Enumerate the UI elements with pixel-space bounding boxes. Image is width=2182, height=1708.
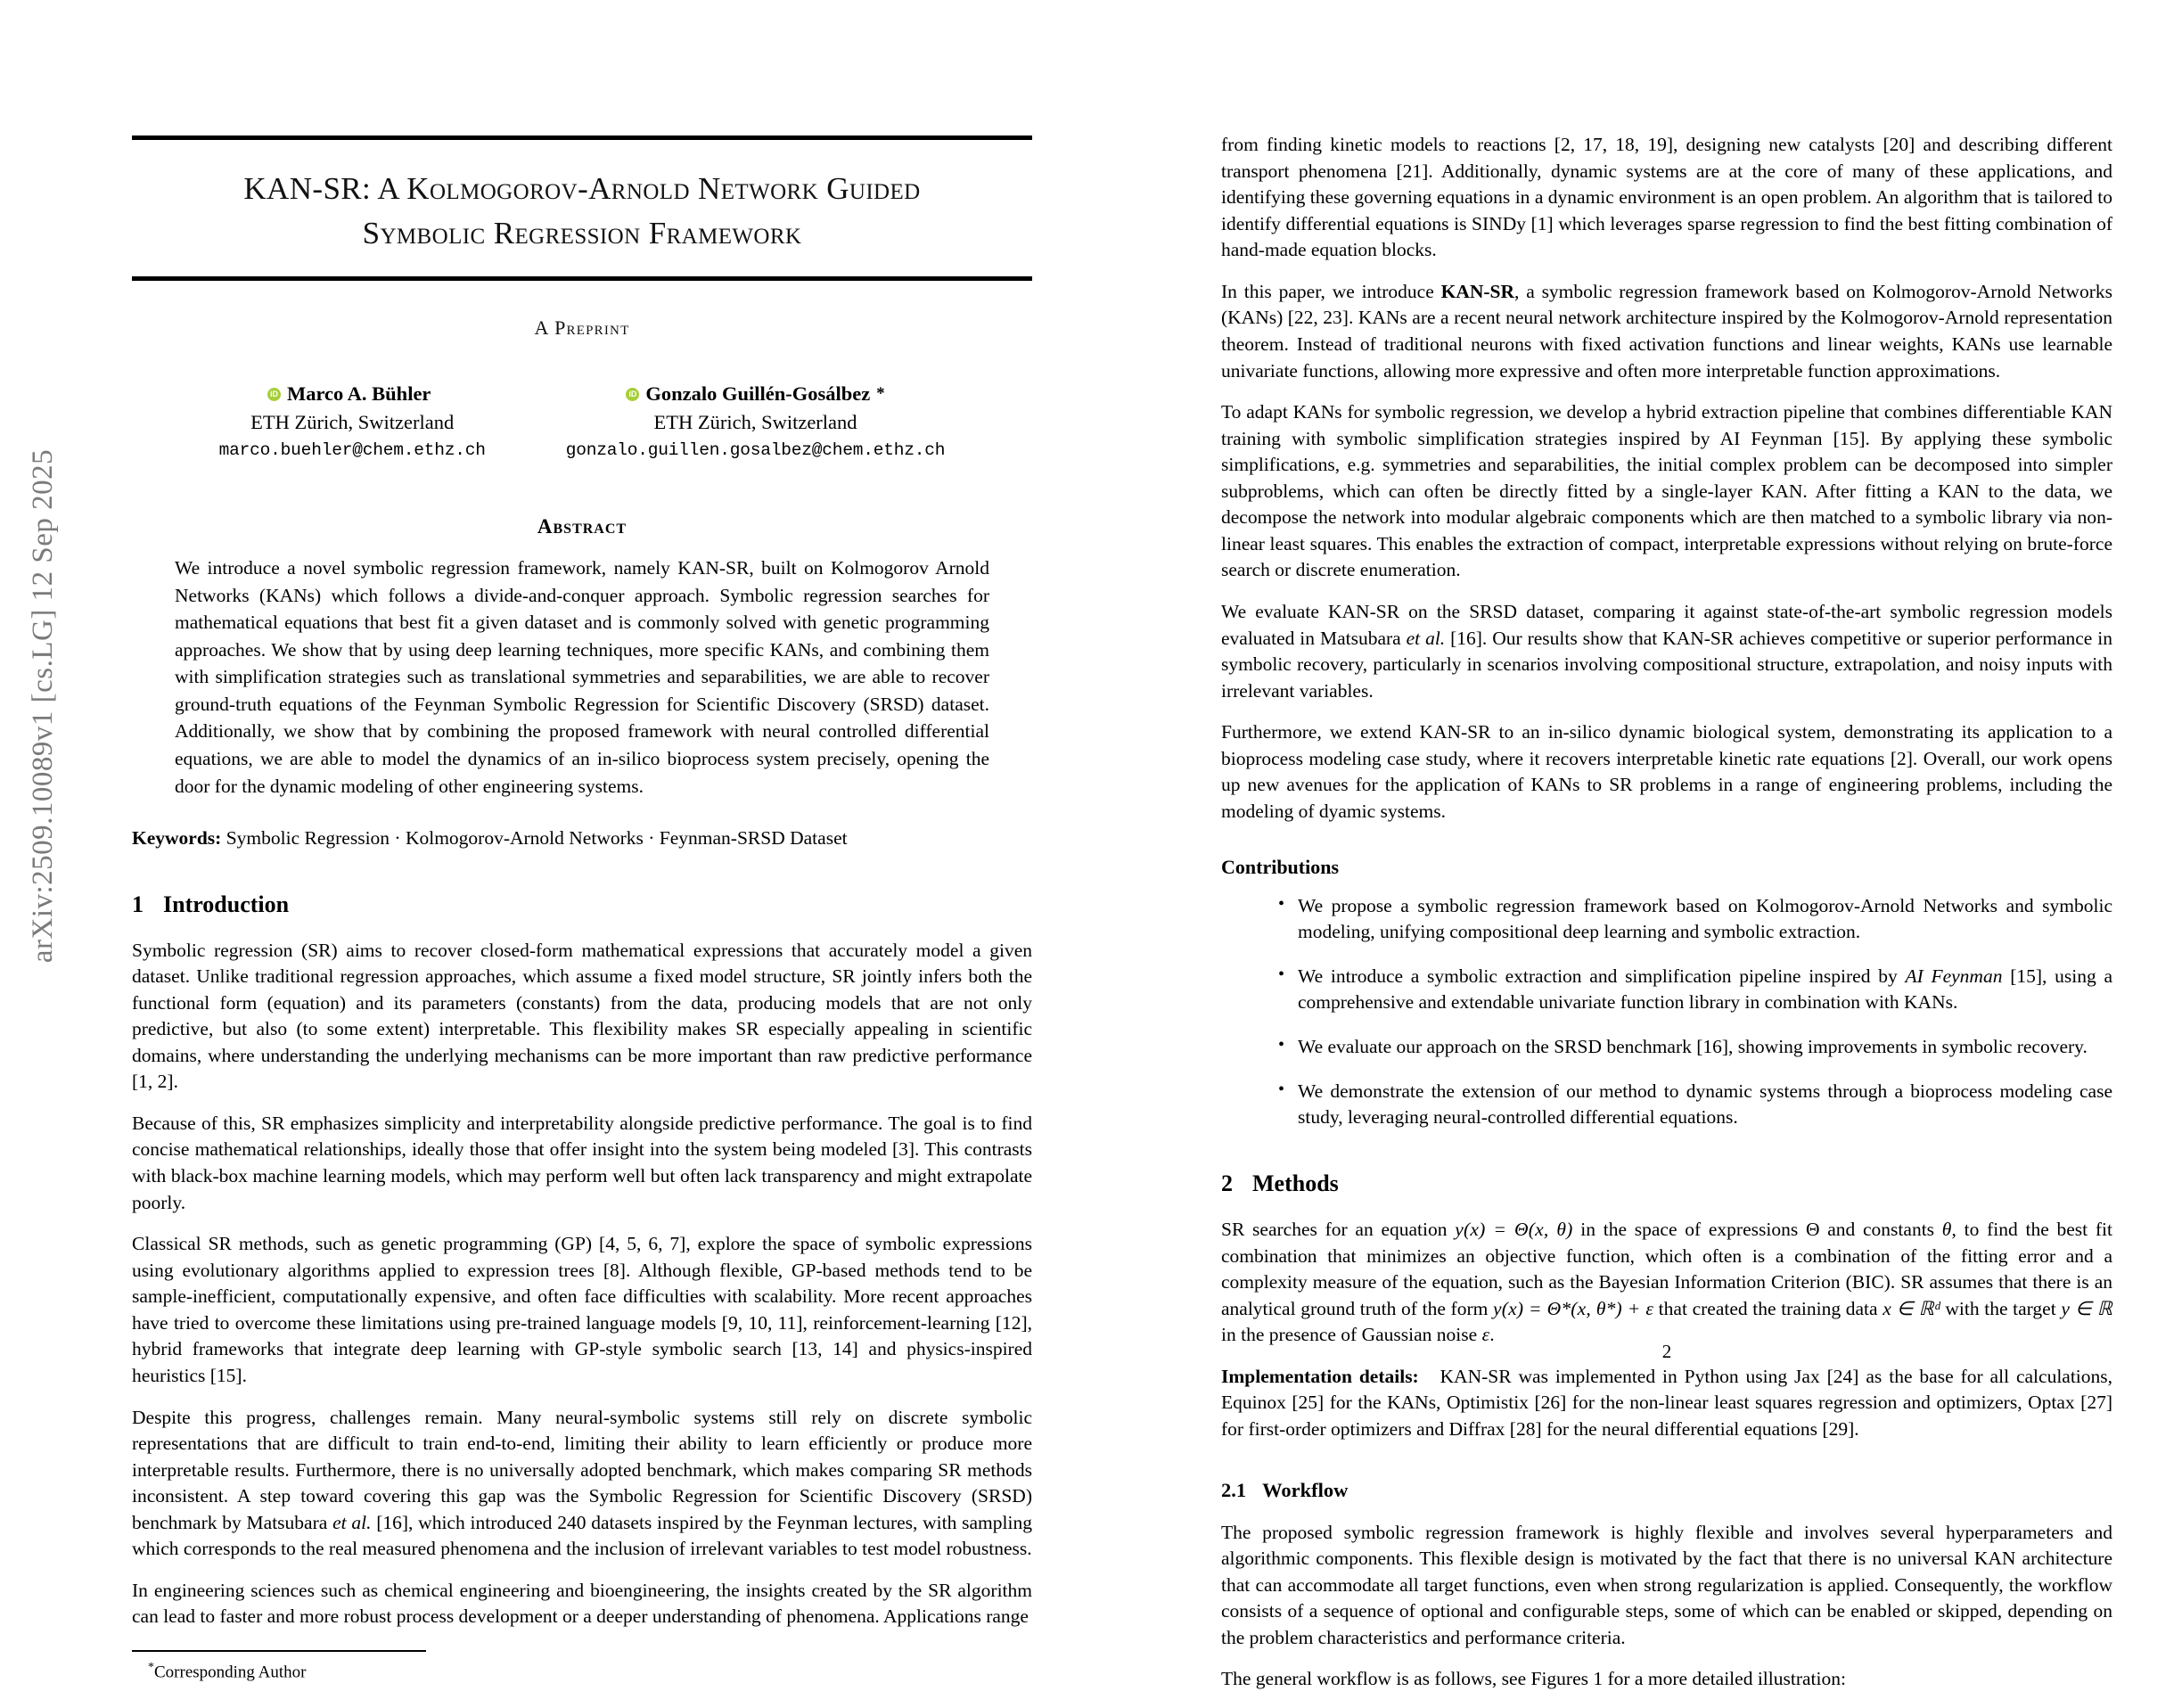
author-entry <box>566 382 946 460</box>
author-name-row <box>267 382 437 406</box>
footnote <box>132 1661 1032 1682</box>
footnote-marker: * <box>148 1661 154 1675</box>
implementation-details-label: Implementation details: <box>1221 1365 1419 1387</box>
author-email[interactable]: gonzalo.guillen.gosalbez@chem.ethz.ch <box>565 440 946 461</box>
keywords-label: Keywords: <box>132 827 222 850</box>
intro-paragraph-3: Classical SR methods, such as genetic programming (GP) [4, 5, 6, 7], explore the space of symbolic expressions using evolutionary algorithms applied to expression trees [8]. Although flexible, GP-based methods tend to be sample-inefficient, computationally expensive, and often face difficulties with scalability. More recent approaches have tried to overcome these limitations using pre-trained language models [9, 10, 11], reinforcement-learning [12], hybrid frameworks that integrate deep learning with GP-style symbolic search [13, 14] and physics-inspired heuristics [15]. <box>132 1233 1032 1386</box>
contrib-3-pre: We evaluate our approach on the SRSD benchmark [16], showing improvements in symbolic recovery. <box>1298 1036 2088 1058</box>
kansr-intro-post: , a symbolic regression framework based on Kolmogorov-Arnold Networks (KANs) [22, 23]. KANs are a recent neural network architecture inspired by the Kolmogorov-Arnold representation theorem. Instead of traditional neurons with fixed activation functions and linear weights, KANs use learnable univariate functions, allowing more expressive and often more interpretable function approximations. <box>1221 280 2112 382</box>
methods-seg-6: with the target <box>1940 1297 2062 1319</box>
author-name-row <box>626 382 884 406</box>
intro-p4-text-b: [16], which introduced 240 datasets inspired by the Feynman lectures, with sampling which corresponds to the real measured phenomena and the inclusion of irrelevant variables to test model robustness. <box>132 1511 1032 1560</box>
workflow-paragraph-2: The general workflow is as follows, see Figures 1 for a more detailed illustration: <box>1221 1668 1846 1690</box>
implementation-details-paragraph <box>1221 1364 2112 1443</box>
title-block <box>132 140 1032 276</box>
section-heading-introduction <box>132 891 1032 918</box>
contrib-4-pre: We demonstrate the extension of our method to dynamic systems through a bioprocess modeling case study, leveraging neural-controlled differential equations. <box>1298 1080 2112 1129</box>
methods-seg-2: in the space of expressions <box>1572 1219 1806 1241</box>
section-title: Methods <box>1252 1170 1339 1197</box>
footnote-separator-rule <box>132 1650 426 1652</box>
right-paragraph-adapt: To adapt KANs for symbolic regression, we develop a hybrid extraction pipeline that combines differentiable KAN training with symbolic simplification strategies inspired by AI Feynman [15]. By applying these symbolic simplifications, e.g. symmetries and separabilities, the initial complex problem can be decomposed into simpler subproblems, which can often be directly fitted by a single-layer KAN. After fitting a KAN to the data, we decompose the network into modular algebraic components which are then matched to a symbolic library via non-linear least squares. This enables the extraction of compact, interpretable expressions without relying on brute-force search or discrete enumeration. <box>1221 401 2112 581</box>
kansr-intro-pre: In this paper, we introduce <box>1221 280 1441 302</box>
methods-seg-7: in the presence of Gaussian noise <box>1221 1324 1482 1346</box>
arxiv-identifier-text: arXiv:2509.10089v1 [cs.LG] 12 Sep 2025 <box>26 448 59 964</box>
math-symbol-theta-constants: θ <box>1941 1219 1952 1241</box>
methods-seg-1: SR searches for an equation <box>1221 1219 1456 1241</box>
section-heading-methods <box>1221 1170 2112 1197</box>
keywords-line <box>132 825 1032 852</box>
section-number: 2 <box>1221 1170 1233 1197</box>
list-item <box>1278 964 2112 1016</box>
intro-p4-text-a: Despite this progress, challenges remain. Many neural-symbolic systems still rely on discrete symbolic representations that are difficult to train end-to-end, limiting their ability to learn efficiently or produce more interpretable results. Furthermore, there is no universally adopted benchmark, which makes comparing SR methods inconsistent. A step toward covering this gap was the Symbolic Regression for Scientific Discovery (SRSD) benchmark by Matsubara <box>132 1406 1032 1533</box>
kansr-bold-name: KAN-SR <box>1440 280 1515 302</box>
author-block <box>132 382 1032 460</box>
author-email[interactable]: marco.buehler@chem.ethz.ch <box>218 440 486 461</box>
section-heading-workflow <box>1221 1479 2112 1502</box>
right-paragraph-evaluate <box>1221 599 2112 704</box>
methods-paragraph-1 <box>1221 1217 2112 1349</box>
workflow-paragraph-1: The proposed symbolic regression framework is highly flexible and involves several hyperparameters and algorithmic components. This flexible design is motivated by the fact that there is no universal KAN architecture that can accommodate all target functions, even when strong regularization is applied. Consequently, the workflow consists of a sequence of optional and configurable steps, some of which can be enabled or skipped, depending on the problem characteristics and performance criteria. <box>1221 1521 2112 1648</box>
author-entry <box>219 382 486 460</box>
math-equation-y-theta: y(x) = Θ(x, θ) <box>1455 1219 1573 1241</box>
author-affiliation: ETH Zürich, Switzerland <box>250 411 455 434</box>
right-paragraph-kansr-intro <box>1221 279 2112 384</box>
footnote-text: Corresponding Author <box>154 1663 307 1682</box>
orcid-icon[interactable] <box>267 388 281 401</box>
left-column <box>132 135 1032 1682</box>
right-paragraph-continued: from finding kinetic models to reactions [2, 17, 18, 19], designing new catalysts [20] and describing different transport phenomena [21]. Additionally, dynamic systems are at the core of many of these applications, and identifying these governing equations in a dynamic environment is an open problem. An algorithm that is tailored to identify differential equations is SINDy [1] which leverages sparse regression to find the best fitting combination of hand-made equation blocks. <box>1221 134 2112 261</box>
math-domain-x: x ∈ ℝᵈ <box>1883 1297 1940 1319</box>
methods-seg-5: that created the training data <box>1653 1297 1883 1319</box>
author-name: Gonzalo Guillén-Gosálbez <box>645 382 871 406</box>
author-affiliation: ETH Zürich, Switzerland <box>653 411 857 434</box>
evaluate-etal: et al. <box>1406 627 1446 649</box>
intro-paragraph-2: Because of this, SR emphasizes simplicity and interpretability alongside predictive performance. The goal is to find concise mathematical relationships, ideally those that offer insight into the system being modeled [3]. This contrasts with black-box machine learning models, which may perform well but often lack transparency and might extrapolate poorly. <box>132 1112 1032 1213</box>
math-symbol-theta-space: Θ <box>1805 1219 1820 1241</box>
contrib-2-pre: We introduce a symbolic extraction and simplification pipeline inspired by <box>1298 965 1906 987</box>
right-column <box>1221 132 2112 1708</box>
evaluate-post: [16]. Our results show that KAN-SR achieves competitive or superior performance in symbolic recovery, particularly in scenarios involving compositional structure, extrapolation, and noisy inputs with irrelevant variables. <box>1221 627 2112 702</box>
list-item <box>1278 893 2112 946</box>
abstract-text: We introduce a novel symbolic regression framework, namely KAN-SR, built on Kolmogorov Arnold Networks (KANs) which follows a divide-and-conquer approach. Symbolic regression searches for mathematical equations that best fit a given dataset and is commonly solved with genetic programming approaches. We show that by using deep learning techniques, more specific KANs, and combining them with simplification strategies such as translational symmetries and separabilities, we are able to recover ground-truth equations of the Feynman Symbolic Regression for Scientific Discovery (SRSD) dataset. Additionally, we show that by combining the proposed framework with neural controlled differential equations, we are able to model the dynamics of an in-silico bioprocess system precisely, opening the door for the dynamic modeling of other engineering systems. <box>175 557 989 797</box>
contrib-2-post: [15], using a comprehensive and extendable univariate function library in combination with KANs. <box>1298 965 2112 1014</box>
paper-title-line-1: KAN-SR: A Kolmogorov-Arnold Network Guided <box>243 171 921 206</box>
section-title: Introduction <box>163 891 290 917</box>
intro-paragraph-1: Symbolic regression (SR) aims to recover closed-form mathematical expressions that accurately model a given dataset. Unlike traditional regression approaches, which assume a fixed model structure, SR jointly infers both the functional form (equation) and its parameters (constants) from the data, producing models that are not only predictive, but also (to some extent) interpretable. This flexibility makes SR especially appealing in scientific domains, where understanding the underlying mechanisms can be more important than raw predictive performance [1, 2]. <box>132 939 1032 1093</box>
evaluate-pre: We evaluate KAN-SR on the SRSD dataset, comparing it against state-of-the-art symbolic regression models evaluated in Matsubara <box>1221 601 2112 649</box>
subsection-title: Workflow <box>1262 1478 1349 1501</box>
paper-title-line-2: Symbolic Regression Framework <box>362 215 802 250</box>
methods-seg-4: , to find the best fit combination that minimizes an objective function, which often is a combination of the fitting error and a complexity measure of the equation, such as the Bayesian Information Criterion (BIC). SR assumes that there is an analytical ground truth of the form <box>1221 1219 2113 1319</box>
orcid-icon[interactable] <box>626 388 639 401</box>
list-item <box>1278 1034 2112 1061</box>
section-number: 1 <box>132 891 144 917</box>
right-paragraph-furthermore: Furthermore, we extend KAN-SR to an in-silico dynamic biological system, demonstrating its application to a bioprocess modeling case study, where it recovers interpretable kinetic rate equations [2]. Overall, our work opens up new avenues for the application of KANs to SR problems in a range of engineering problems, including the modeling of dyamic systems. <box>1221 721 2112 822</box>
methods-seg-3: and constants <box>1819 1219 1942 1241</box>
contrib-1-pre: We propose a symbolic regression framework based on Kolmogorov-Arnold Networks and symbolic modeling, unifying compositional deep learning and symbolic extraction. <box>1298 894 2112 943</box>
math-equation-ground-truth: y(x) = Θ*(x, θ*) + ε <box>1493 1297 1654 1319</box>
preprint-label: A Preprint <box>534 316 630 340</box>
intro-paragraph-5: In engineering sciences such as chemical engineering and bioengineering, the insights created by the SR algorithm can lead to faster and more robust process development or a deeper understanding of phenomena. Applications range <box>132 1579 1032 1628</box>
subsection-number: 2.1 <box>1221 1478 1247 1501</box>
keywords-values: Symbolic Regression · Kolmogorov-Arnold Networks · Feynman-SRSD Dataset <box>226 827 848 850</box>
contributions-heading: Contributions <box>1221 855 1340 878</box>
author-footnote-marker: * <box>876 384 885 404</box>
methods-seg-8: . <box>1489 1324 1495 1346</box>
page-number: 2 <box>1661 1341 1672 1362</box>
author-name: Marco A. Bühler <box>286 382 431 406</box>
title-rule-bottom <box>132 276 1032 281</box>
contrib-2-italic: AI Feynman <box>1905 965 2003 987</box>
intro-paragraph-4 <box>132 1405 1032 1563</box>
implementation-details-text: KAN-SR was implemented in Python using Jax [24] as the base for all calculations, Equinox [25] for the KANs, Optimistix [26] for the non-linear least squares regression and optimizers, Optax [27] for first-order optimizers and Diffrax [28] for the neural differential equations [29]. <box>1221 1365 2113 1441</box>
list-item <box>1278 1079 2112 1131</box>
math-symbol-epsilon: ε <box>1481 1324 1490 1346</box>
intro-p4-etal: et al. <box>332 1511 372 1533</box>
contributions-list <box>1221 893 2112 1132</box>
abstract-heading: Abstract <box>537 515 628 538</box>
math-domain-y: y ∈ ℝ <box>2061 1297 2112 1319</box>
